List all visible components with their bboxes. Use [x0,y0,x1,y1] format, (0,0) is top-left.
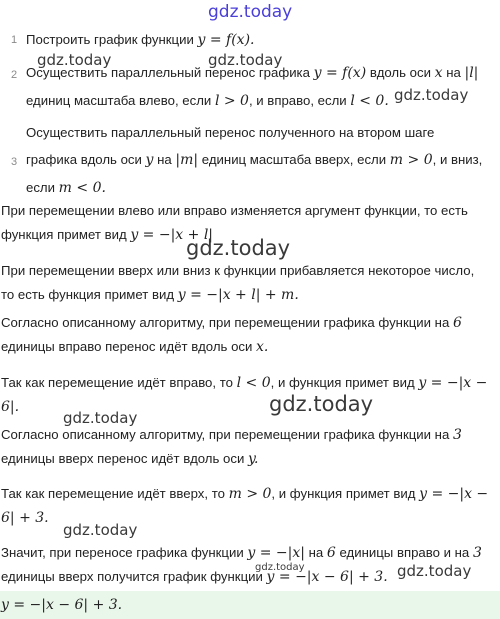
paragraph-argument-text: функция примет вид [1,227,131,242]
paragraph-shift-right-text-2: единицы вправо перенос идёт вдоль оси [1,339,257,354]
formula-shift-xy: y = −|x + l| + m. [177,287,299,303]
step-3-abs-m: |m| [175,152,199,168]
step-3 [26,118,494,202]
conclusion-3: 3 [472,545,482,561]
step-2-axis-var: x [434,65,443,81]
step-2-line-2-text-b: , и вправо, если [248,93,351,108]
paragraph-up-result-text: Так как перемещение идёт вверх, то [1,486,229,501]
step-2-cond-left: l > 0 [214,93,249,109]
watermark: gdz.today [397,562,472,580]
paragraph-shift-up [1,423,495,471]
axis-x-var: x. [256,339,269,355]
step-1-text: Построить график функции [26,32,198,47]
paragraph-right-result-text-b: , и функция примет вид [270,375,419,390]
paragraph-right-result-line-1 [1,371,495,395]
formula-right-part-1: y = −|x − [418,375,488,391]
watermark: gdz.today [394,86,469,104]
formula-up-part-1: y = −|x − [419,486,489,502]
cond-m-positive: m > 0 [228,486,272,502]
paragraph-shift-right-line-1 [1,311,495,335]
paragraph-shift-right-line-2 [1,335,495,359]
step-3-line-2 [26,146,494,174]
formula-right-part-2: 6|. [1,399,20,415]
paragraph-number-added-line-2 [1,283,495,307]
answer-box [0,591,500,619]
step-2-number: 2 [11,69,18,81]
paragraph-up-result-line-1 [1,482,495,506]
formula-base: y = −|x| [247,545,305,561]
axis-y-var: y. [248,451,259,467]
step-3-number: 3 [11,156,18,168]
step-2-abs-l: |l| [464,65,479,81]
step-2-text-axis: вдоль оси [366,65,435,80]
paragraph-shift-up-line-2 [1,447,495,471]
paragraph-conclusion-text: Значит, при переносе графика функции [1,545,248,560]
step-1-number: 1 [11,34,18,46]
conclusion-6: 6 [326,545,336,561]
cond-l-negative: l < 0 [236,375,271,391]
step-2-text: Осуществить параллельный перенос графика [26,65,314,80]
paragraph-number-added-text: то есть функция примет вид [1,287,178,302]
paragraph-up-result-text-b: , и функция примет вид [271,486,420,501]
step-2-formula: y = f(x) [313,65,367,81]
step-3-text-down: , и вниз, [432,152,483,167]
step-3-line-3 [26,174,494,202]
watermark: gdz.today [63,521,138,539]
paragraph-shift-up-text-2: единицы вверх перенос идёт вдоль оси [1,451,248,466]
step-1 [26,26,494,54]
paragraph-number-added-line-1: При перемещении вверх или вниз к функции прибавляется некоторое число, [1,263,475,278]
step-1-formula: y = f(x). [197,32,255,48]
shift-amount-6: 6 [452,315,462,331]
shift-amount-3: 3 [452,427,462,443]
watermark-top: gdz.today [208,2,293,22]
paragraph-shift-right-text: Согласно описанному алгоритму, при перемещении графика функции на [1,315,453,330]
paragraph-conclusion-text-2: единицы вверх получится график функции [1,569,267,584]
formula-up-part-2: 6| + 3. [1,510,49,526]
watermark: gdz.today [37,51,112,69]
answer-formula: y = −|x − 6| + 3. [1,597,123,613]
paragraph-shift-up-text: Согласно описанному алгоритму, при перемещении графика функции на [1,427,453,442]
step-3-line-1: Осуществить параллельный перенос полученного на втором шаге [26,125,435,140]
step-3-text-on: на [153,152,176,167]
watermark: gdz.today [186,236,291,260]
paragraph-shift-right [1,311,495,359]
step-3-axis-var: y [145,152,154,168]
step-3-line-2-text: графика вдоль оси [26,152,146,167]
formula-shift-x: y = −|x + l| [130,227,214,243]
paragraph-conclusion-text-on: на [304,545,327,560]
watermark: gdz.today [63,409,138,427]
step-2-text-on: на [442,65,465,80]
step-3-line-3-text: если [26,180,59,195]
step-2-line-2-text: единиц масштаба влево, если [26,93,215,108]
paragraph-right-result-text: Так как перемещение идёт вправо, то [1,375,237,390]
step-3-cond-down: m < 0. [58,180,106,196]
watermark: gdz.today [269,392,374,416]
paragraph-argument-line-1: При перемещении влево или вправо изменяется аргумент функции, то есть [1,203,468,218]
watermark: gdz.today [208,51,283,69]
step-3-text-up: единиц масштаба вверх, если [198,152,390,167]
step-2-cond-right: l < 0. [350,93,389,109]
formula-conclusion: y = −|x − 6| + 3. [266,569,388,585]
step-3-cond-up: m > 0 [389,152,433,168]
paragraph-conclusion-text-c: единицы вправо и на [335,545,473,560]
watermark: gdz.today [255,562,305,573]
paragraph-number-added [1,259,495,307]
